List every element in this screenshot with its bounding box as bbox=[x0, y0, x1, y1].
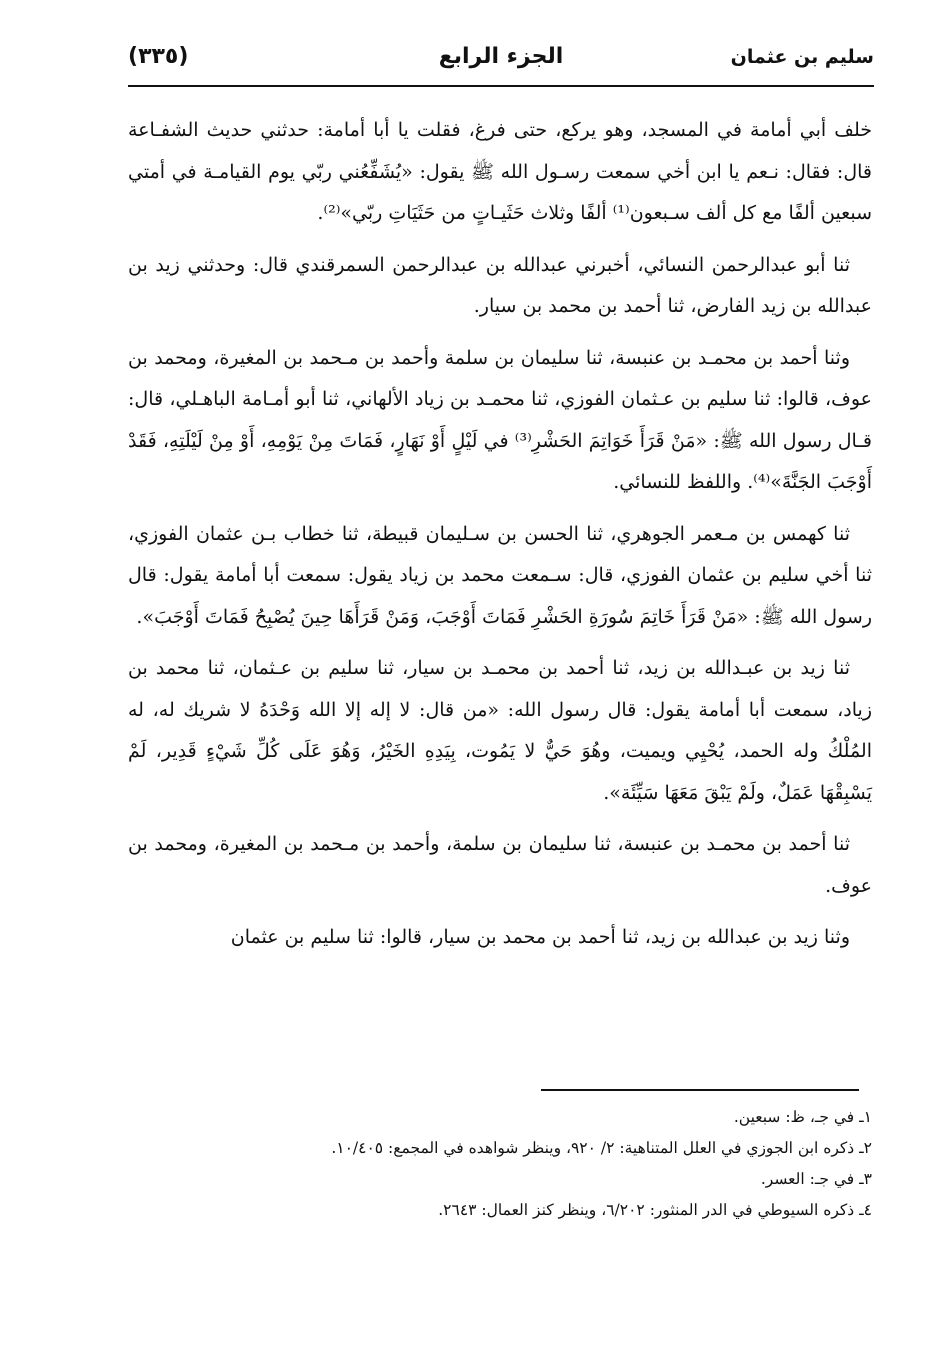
footnote-4: ٤ـ ذكره السيوطي في الدر المنثور: ٦/٢٠٢، وينظر كنز العمال: ٢٦٤٣. bbox=[438, 1201, 872, 1219]
header-volume: الجزء الرابع bbox=[438, 44, 564, 69]
paragraph-5: ثنا زيد بن عبـدالله بن زيد، ثنا أحمد بن محمـد بن سيار، ثنا سليم بن عـثمان، ثنا محمد بن زياد، سمعت أبا أمامة يقول: قال رسول الله: «من قال: لا إله إلا الله وَحْدَهُ لا شريك له، له المُلْكُ وله الحمد، يُحْيِي ويميت، وهُوَ حَيٌّ لا يَمُوت، بِيَدِهِ الخَيْرُ، وَهُوَ عَلَى كُلِّ شَيْءٍ قَدِير، لَمْ يَسْبِقْهَا عَمَلٌ، ولَمْ يَبْقَ مَعَهَا سَيِّئَة». bbox=[128, 657, 872, 804]
paragraph-6: ثنا أحمد بن محمـد بن عنبسة، ثنا سليمان بن سلمة، وأحمد بن مـحمد بن المغيرة، ومحمد بن عوف. bbox=[128, 833, 872, 897]
footnote-1: ١ـ في جـ، ظ: سبعين. bbox=[733, 1108, 872, 1126]
footnote-rule bbox=[541, 1089, 859, 1091]
running-header bbox=[128, 38, 874, 82]
footnote-3: ٣ـ في جـ: العسر. bbox=[760, 1170, 872, 1188]
page-number: (٣٣٥) bbox=[128, 44, 189, 69]
footnote-2: ٢ـ ذكره ابن الجوزي في العلل المتناهية: ٢/ ٩٢٠، وينظر شواهده في المجمع: ١٠/٤٠٥. bbox=[331, 1139, 872, 1157]
paragraph-3: وثنا أحمد بن محمـد بن عنبسة، ثنا سليمان بن سلمة وأحمد بن مـحمد بن المغيرة، ومحمد بن عوف، قالوا: ثنا سليم بن عـثمان الفوزي، ثنا محمـد بن زياد الألهاني، ثنا أبو أمـامة الباهـلي، قال: قـال رسول الله ﷺ: «مَنْ قَرَأَ خَوَاتِمَ الحَشْرِ⁽³⁾ في لَيْلٍ أَوْ نَهَارٍ، فَمَاتَ مِنْ يَوْمِهِ، أَوْ مِنْ لَيْلَتِهِ، فَقَدْ أَوْجَبَ الجَنَّةَ»⁽⁴⁾. واللفظ للنسائي. bbox=[128, 346, 872, 493]
paragraph-7: وثنا زيد بن عبدالله بن زيد، ثنا أحمد بن محمد بن سيار، قالوا: ثنا سليم بن عثمان bbox=[230, 926, 850, 948]
paragraph-2: ثنا أبو عبدالرحمن النسائي، أخبرني عبدالله بن عبدالرحمن السمرقندي قال: وحدثني زيد بن عبدالله بن زيد الفارض، ثنا أحمد بن محمد بن سيار. bbox=[128, 253, 872, 317]
paragraph-1: خلف أبي أمامة في المسجد، وهو يركع، حتى فرغ، فقلت يا أبا أمامة: حدثني حديث الشفـاعة قال: فقال: نـعم يا ابن أخي سمعت رسـول الله ﷺ يقول: «يُشَفِّعُني ربّي يوم القيامـة في أمتي سبعين ألفًا مع كل ألف سـبعون⁽¹⁾ ألفًا وثلاث حَثَيـاتٍ من حَثَيَاتِ ربّي»⁽²⁾. bbox=[128, 119, 872, 224]
header-author: سليم بن عثمان bbox=[730, 46, 874, 68]
main-text bbox=[128, 110, 872, 969]
footnotes bbox=[180, 1102, 872, 1226]
header-rule bbox=[128, 85, 874, 87]
paragraph-4: ثنا كهمس بن مـعمر الجوهري، ثنا الحسن بن سـليمان قبيطة، ثنا خطاب بـن عثمان الفوزي، ثنا أخي سليم بن عثمان الفوزي، قال: سـمعت محمد بن زياد يقول: سمعت أبا أمامة يقول: قال رسول الله ﷺ: «مَنْ قَرَأَ خَاتِمَ سُورَةِ الحَشْرِ فَمَاتَ أَوْجَبَ، وَمَنْ قَرَأَهَا حِينَ يُصْبِحُ فَمَاتَ أَوْجَبَ». bbox=[128, 522, 872, 628]
